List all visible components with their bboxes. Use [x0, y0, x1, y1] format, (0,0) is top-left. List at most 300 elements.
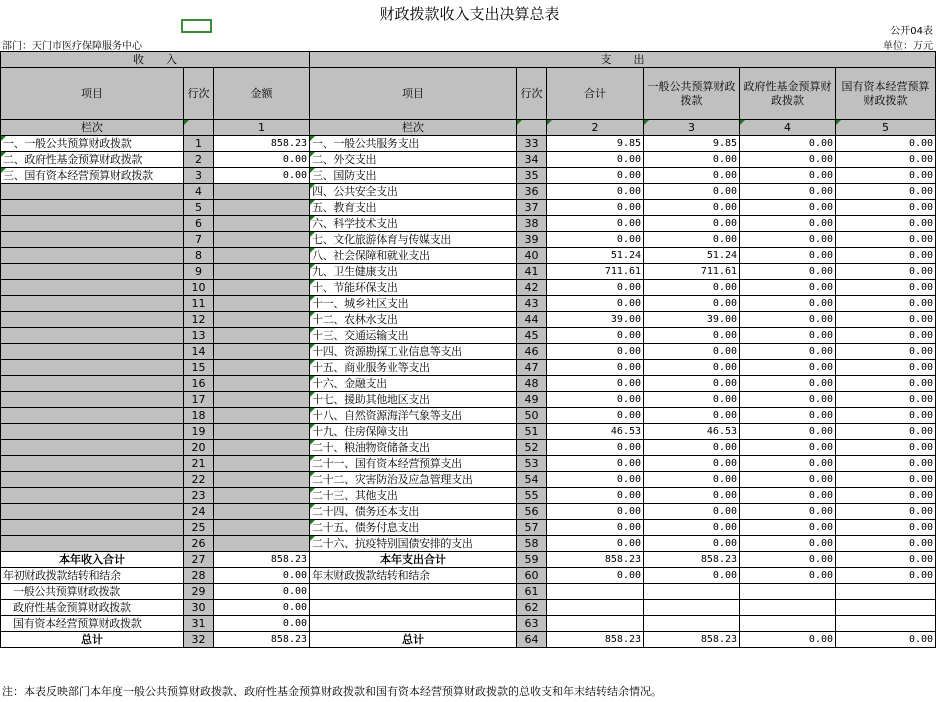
- income-item[interactable]: [1, 184, 184, 200]
- expense-gov-fund[interactable]: [740, 584, 836, 600]
- expense-general[interactable]: 51.24: [644, 248, 740, 264]
- expense-total[interactable]: 0.00: [547, 344, 644, 360]
- expense-row-no[interactable]: 53: [517, 456, 547, 472]
- income-item[interactable]: [1, 472, 184, 488]
- income-row-no[interactable]: 4: [184, 184, 214, 200]
- expense-soe[interactable]: 0.00: [836, 328, 936, 344]
- expense-soe[interactable]: 0.00: [836, 216, 936, 232]
- expense-soe[interactable]: [836, 616, 936, 632]
- income-amount[interactable]: 0.00: [214, 152, 310, 168]
- expense-total[interactable]: 0.00: [547, 232, 644, 248]
- expense-soe[interactable]: 0.00: [836, 248, 936, 264]
- expense-row-no[interactable]: 64: [517, 632, 547, 648]
- expense-item[interactable]: 二十一、国有资本经营预算支出: [310, 456, 517, 472]
- expense-total[interactable]: 0.00: [547, 360, 644, 376]
- income-amount[interactable]: [214, 408, 310, 424]
- expense-soe[interactable]: 0.00: [836, 344, 936, 360]
- income-item[interactable]: [1, 536, 184, 552]
- expense-total[interactable]: 9.85: [547, 136, 644, 152]
- expense-total[interactable]: 711.61: [547, 264, 644, 280]
- income-item[interactable]: [1, 440, 184, 456]
- expense-row-no[interactable]: 50: [517, 408, 547, 424]
- expense-row-no[interactable]: 38: [517, 216, 547, 232]
- expense-row-no[interactable]: 45: [517, 328, 547, 344]
- expense-general[interactable]: 0.00: [644, 216, 740, 232]
- expense-soe[interactable]: 0.00: [836, 296, 936, 312]
- income-item[interactable]: [1, 520, 184, 536]
- income-row-no[interactable]: 22: [184, 472, 214, 488]
- income-row-no[interactable]: 9: [184, 264, 214, 280]
- income-row-no[interactable]: 20: [184, 440, 214, 456]
- income-amount[interactable]: [214, 392, 310, 408]
- income-amount[interactable]: [214, 200, 310, 216]
- expense-gov-fund[interactable]: 0.00: [740, 392, 836, 408]
- expense-general[interactable]: 0.00: [644, 328, 740, 344]
- expense-general[interactable]: 0.00: [644, 568, 740, 584]
- expense-total[interactable]: 0.00: [547, 280, 644, 296]
- income-row-no[interactable]: 15: [184, 360, 214, 376]
- expense-gov-fund[interactable]: 0.00: [740, 360, 836, 376]
- income-item[interactable]: 三、国有资本经营预算财政拨款: [1, 168, 184, 184]
- expense-gov-fund[interactable]: 0.00: [740, 216, 836, 232]
- table-row: [1, 344, 936, 360]
- expense-total[interactable]: 46.53: [547, 424, 644, 440]
- income-item[interactable]: [1, 312, 184, 328]
- income-amount[interactable]: [214, 280, 310, 296]
- expense-total[interactable]: 0.00: [547, 376, 644, 392]
- expense-general[interactable]: 0.00: [644, 152, 740, 168]
- income-item[interactable]: [1, 376, 184, 392]
- col-label: 栏次: [1, 120, 184, 136]
- expense-row-no[interactable]: 39: [517, 232, 547, 248]
- expense-row-no[interactable]: 56: [517, 504, 547, 520]
- expense-row-no[interactable]: 51: [517, 424, 547, 440]
- income-item[interactable]: [1, 424, 184, 440]
- income-row-no[interactable]: 3: [184, 168, 214, 184]
- expense-item[interactable]: 二十四、债务还本支出: [310, 504, 517, 520]
- expense-total[interactable]: 0.00: [547, 408, 644, 424]
- income-amount[interactable]: [214, 440, 310, 456]
- expense-total[interactable]: 39.00: [547, 312, 644, 328]
- income-row-no[interactable]: 5: [184, 200, 214, 216]
- expense-gov-fund[interactable]: 0.00: [740, 200, 836, 216]
- expense-total[interactable]: 0.00: [547, 456, 644, 472]
- expense-row-no[interactable]: 63: [517, 616, 547, 632]
- expense-soe[interactable]: 0.00: [836, 632, 936, 648]
- expense-soe[interactable]: 0.00: [836, 360, 936, 376]
- income-row-no[interactable]: 14: [184, 344, 214, 360]
- income-row-no[interactable]: 17: [184, 392, 214, 408]
- expense-total[interactable]: 0.00: [547, 472, 644, 488]
- income-row-no[interactable]: 7: [184, 232, 214, 248]
- expense-item[interactable]: 二十三、其他支出: [310, 488, 517, 504]
- expense-soe[interactable]: 0.00: [836, 536, 936, 552]
- income-item[interactable]: 一、一般公共预算财政拨款: [1, 136, 184, 152]
- expense-general[interactable]: 0.00: [644, 504, 740, 520]
- expense-item[interactable]: 九、卫生健康支出: [310, 264, 517, 280]
- expense-general[interactable]: 0.00: [644, 456, 740, 472]
- expense-total[interactable]: 0.00: [547, 536, 644, 552]
- expense-general[interactable]: 0.00: [644, 360, 740, 376]
- income-amount[interactable]: [214, 264, 310, 280]
- income-item[interactable]: [1, 488, 184, 504]
- expense-general[interactable]: 858.23: [644, 552, 740, 568]
- income-item[interactable]: 年初财政拨款结转和结余: [1, 568, 184, 584]
- expense-general[interactable]: 0.00: [644, 488, 740, 504]
- income-row-no[interactable]: 12: [184, 312, 214, 328]
- expense-gov-fund[interactable]: 0.00: [740, 280, 836, 296]
- income-item[interactable]: [1, 456, 184, 472]
- income-amount[interactable]: [214, 360, 310, 376]
- income-amount[interactable]: 0.00: [214, 584, 310, 600]
- expense-general[interactable]: 0.00: [644, 184, 740, 200]
- expense-gov-fund[interactable]: 0.00: [740, 136, 836, 152]
- expense-general[interactable]: 0.00: [644, 408, 740, 424]
- expense-soe[interactable]: 0.00: [836, 200, 936, 216]
- expense-general[interactable]: 0.00: [644, 376, 740, 392]
- expense-general[interactable]: 39.00: [644, 312, 740, 328]
- expense-gov-fund[interactable]: 0.00: [740, 232, 836, 248]
- expense-row-no[interactable]: 58: [517, 536, 547, 552]
- expense-general[interactable]: 0.00: [644, 392, 740, 408]
- expense-soe[interactable]: 0.00: [836, 488, 936, 504]
- summary-row: [1, 632, 936, 648]
- income-item[interactable]: 总计: [1, 632, 184, 648]
- expense-soe[interactable]: 0.00: [836, 520, 936, 536]
- income-item[interactable]: 国有资本经营预算财政拨款: [1, 616, 184, 632]
- expense-total[interactable]: [547, 584, 644, 600]
- expense-row-no[interactable]: 40: [517, 248, 547, 264]
- expense-item[interactable]: 二十五、债务付息支出: [310, 520, 517, 536]
- expense-gov-fund[interactable]: 0.00: [740, 376, 836, 392]
- income-amount[interactable]: [214, 488, 310, 504]
- expense-item[interactable]: 八、社会保障和就业支出: [310, 248, 517, 264]
- expense-general[interactable]: 0.00: [644, 536, 740, 552]
- expense-item[interactable]: 二、外交支出: [310, 152, 517, 168]
- expense-general[interactable]: 0.00: [644, 280, 740, 296]
- expense-item[interactable]: 十五、商业服务业等支出: [310, 360, 517, 376]
- expense-row-no[interactable]: 46: [517, 344, 547, 360]
- income-amount[interactable]: [214, 344, 310, 360]
- income-item[interactable]: 二、政府性基金预算财政拨款: [1, 152, 184, 168]
- expense-gov-fund[interactable]: 0.00: [740, 520, 836, 536]
- expense-row-no[interactable]: 59: [517, 552, 547, 568]
- expense-soe[interactable]: 0.00: [836, 424, 936, 440]
- expense-row-no[interactable]: 35: [517, 168, 547, 184]
- income-row-no[interactable]: 24: [184, 504, 214, 520]
- expense-row-no[interactable]: 34: [517, 152, 547, 168]
- income-amount[interactable]: [214, 376, 310, 392]
- expense-soe[interactable]: 0.00: [836, 440, 936, 456]
- income-item[interactable]: [1, 328, 184, 344]
- income-item[interactable]: 本年收入合计: [1, 552, 184, 568]
- expense-soe[interactable]: 0.00: [836, 168, 936, 184]
- expense-soe[interactable]: 0.00: [836, 568, 936, 584]
- expense-total[interactable]: 0.00: [547, 520, 644, 536]
- income-amount[interactable]: [214, 520, 310, 536]
- income-item[interactable]: [1, 360, 184, 376]
- income-row-no[interactable]: 31: [184, 616, 214, 632]
- summary-row: [1, 584, 936, 600]
- expense-soe[interactable]: 0.00: [836, 152, 936, 168]
- expense-gov-fund[interactable]: 0.00: [740, 296, 836, 312]
- expense-item[interactable]: 年末财政拨款结转和结余: [310, 568, 517, 584]
- income-row-no[interactable]: 6: [184, 216, 214, 232]
- expense-item[interactable]: [310, 616, 517, 632]
- income-amount[interactable]: [214, 296, 310, 312]
- expense-gov-fund[interactable]: 0.00: [740, 488, 836, 504]
- expense-general[interactable]: [644, 600, 740, 616]
- expense-gov-fund[interactable]: 0.00: [740, 504, 836, 520]
- expense-total[interactable]: [547, 600, 644, 616]
- income-amount[interactable]: 858.23: [214, 136, 310, 152]
- table-row: [1, 488, 936, 504]
- expense-soe[interactable]: 0.00: [836, 136, 936, 152]
- expense-gov-fund[interactable]: [740, 616, 836, 632]
- income-row-no[interactable]: 26: [184, 536, 214, 552]
- expense-item[interactable]: 十三、交通运输支出: [310, 328, 517, 344]
- expense-total[interactable]: 0.00: [547, 440, 644, 456]
- expense-row-no[interactable]: 36: [517, 184, 547, 200]
- selected-cell[interactable]: [181, 19, 212, 33]
- col-number: 1: [214, 120, 310, 136]
- income-amount[interactable]: [214, 536, 310, 552]
- expense-item[interactable]: 四、公共安全支出: [310, 184, 517, 200]
- expense-total[interactable]: 858.23: [547, 632, 644, 648]
- expense-gov-fund[interactable]: 0.00: [740, 568, 836, 584]
- expense-item[interactable]: [310, 600, 517, 616]
- income-item[interactable]: [1, 200, 184, 216]
- income-row-no[interactable]: 28: [184, 568, 214, 584]
- expense-general[interactable]: 0.00: [644, 168, 740, 184]
- expense-total[interactable]: 0.00: [547, 216, 644, 232]
- income-row-no[interactable]: 23: [184, 488, 214, 504]
- expense-gov-fund[interactable]: 0.00: [740, 472, 836, 488]
- expense-general[interactable]: 0.00: [644, 200, 740, 216]
- expense-total[interactable]: 0.00: [547, 200, 644, 216]
- expense-row-no[interactable]: 48: [517, 376, 547, 392]
- income-amount[interactable]: [214, 232, 310, 248]
- income-item[interactable]: [1, 232, 184, 248]
- expense-gov-fund[interactable]: 0.00: [740, 184, 836, 200]
- expense-row-no[interactable]: 61: [517, 584, 547, 600]
- income-row-no[interactable]: 27: [184, 552, 214, 568]
- expense-row-no[interactable]: 41: [517, 264, 547, 280]
- income-amount[interactable]: 858.23: [214, 632, 310, 648]
- income-item[interactable]: [1, 216, 184, 232]
- expense-item[interactable]: 十七、援助其他地区支出: [310, 392, 517, 408]
- income-amount[interactable]: [214, 424, 310, 440]
- expense-general[interactable]: 0.00: [644, 344, 740, 360]
- expense-total[interactable]: 0.00: [547, 488, 644, 504]
- expense-gov-fund[interactable]: 0.00: [740, 328, 836, 344]
- expense-general[interactable]: 0.00: [644, 296, 740, 312]
- expense-gov-fund[interactable]: 0.00: [740, 408, 836, 424]
- expense-total[interactable]: 0.00: [547, 184, 644, 200]
- income-amount[interactable]: [214, 248, 310, 264]
- income-item[interactable]: [1, 248, 184, 264]
- expense-soe[interactable]: 0.00: [836, 472, 936, 488]
- expense-gov-fund[interactable]: 0.00: [740, 248, 836, 264]
- expense-row-no[interactable]: 54: [517, 472, 547, 488]
- expense-item[interactable]: 十九、住房保障支出: [310, 424, 517, 440]
- expense-total[interactable]: 0.00: [547, 168, 644, 184]
- expense-general[interactable]: 46.53: [644, 424, 740, 440]
- income-item[interactable]: 政府性基金预算财政拨款: [1, 600, 184, 616]
- expense-general[interactable]: 0.00: [644, 440, 740, 456]
- income-item[interactable]: [1, 392, 184, 408]
- expense-item[interactable]: 二十、粮油物资储备支出: [310, 440, 517, 456]
- expense-row-no[interactable]: 60: [517, 568, 547, 584]
- expense-row-no[interactable]: 57: [517, 520, 547, 536]
- expense-row-no[interactable]: 55: [517, 488, 547, 504]
- expense-soe[interactable]: 0.00: [836, 504, 936, 520]
- income-amount[interactable]: [214, 456, 310, 472]
- expense-total[interactable]: 0.00: [547, 328, 644, 344]
- expense-soe[interactable]: 0.00: [836, 184, 936, 200]
- expense-total[interactable]: [547, 616, 644, 632]
- income-row-no[interactable]: 29: [184, 584, 214, 600]
- expense-gov-fund[interactable]: 0.00: [740, 344, 836, 360]
- expense-total[interactable]: 51.24: [547, 248, 644, 264]
- expense-item[interactable]: 一、一般公共服务支出: [310, 136, 517, 152]
- income-row-no[interactable]: 11: [184, 296, 214, 312]
- income-amount[interactable]: 0.00: [214, 600, 310, 616]
- expense-gov-fund[interactable]: [740, 600, 836, 616]
- income-row-no[interactable]: 8: [184, 248, 214, 264]
- income-row-no[interactable]: 21: [184, 456, 214, 472]
- expense-general[interactable]: 9.85: [644, 136, 740, 152]
- expense-soe[interactable]: 0.00: [836, 232, 936, 248]
- income-row-no[interactable]: 30: [184, 600, 214, 616]
- income-item[interactable]: [1, 504, 184, 520]
- expense-general[interactable]: 858.23: [644, 632, 740, 648]
- income-amount[interactable]: [214, 216, 310, 232]
- expense-gov-fund[interactable]: 0.00: [740, 152, 836, 168]
- expense-soe[interactable]: 0.00: [836, 312, 936, 328]
- expense-item[interactable]: 五、教育支出: [310, 200, 517, 216]
- expense-row-no[interactable]: 42: [517, 280, 547, 296]
- income-row-no[interactable]: 2: [184, 152, 214, 168]
- expense-row-no[interactable]: 52: [517, 440, 547, 456]
- expense-soe[interactable]: 0.00: [836, 280, 936, 296]
- income-amount[interactable]: [214, 184, 310, 200]
- expense-gov-fund[interactable]: 0.00: [740, 312, 836, 328]
- expense-row-no[interactable]: 44: [517, 312, 547, 328]
- expense-item[interactable]: 三、国防支出: [310, 168, 517, 184]
- expense-soe[interactable]: 0.00: [836, 456, 936, 472]
- income-row-no[interactable]: 25: [184, 520, 214, 536]
- expense-soe[interactable]: 0.00: [836, 408, 936, 424]
- expense-item[interactable]: 二十二、灾害防治及应急管理支出: [310, 472, 517, 488]
- expense-soe[interactable]: 0.00: [836, 264, 936, 280]
- expense-soe[interactable]: [836, 584, 936, 600]
- income-row-no[interactable]: 18: [184, 408, 214, 424]
- expense-gov-fund[interactable]: 0.00: [740, 632, 836, 648]
- expense-total[interactable]: 0.00: [547, 152, 644, 168]
- expense-soe[interactable]: 0.00: [836, 552, 936, 568]
- income-row-no[interactable]: 10: [184, 280, 214, 296]
- expense-item[interactable]: 十一、城乡社区支出: [310, 296, 517, 312]
- expense-item[interactable]: 七、文化旅游体育与传媒支出: [310, 232, 517, 248]
- income-row-no[interactable]: 19: [184, 424, 214, 440]
- income-amount[interactable]: 0.00: [214, 168, 310, 184]
- expense-row-no[interactable]: 43: [517, 296, 547, 312]
- table-row: [1, 184, 936, 200]
- table-row: [1, 264, 936, 280]
- expense-gov-fund[interactable]: 0.00: [740, 552, 836, 568]
- expense-row-no[interactable]: 47: [517, 360, 547, 376]
- expense-item[interactable]: 十八、自然资源海洋气象等支出: [310, 408, 517, 424]
- income-row-no[interactable]: 13: [184, 328, 214, 344]
- expense-item[interactable]: 十六、金融支出: [310, 376, 517, 392]
- expense-gov-fund[interactable]: 0.00: [740, 456, 836, 472]
- expense-soe[interactable]: [836, 600, 936, 616]
- income-amount[interactable]: 858.23: [214, 552, 310, 568]
- expense-soe[interactable]: 0.00: [836, 392, 936, 408]
- income-row-no[interactable]: 1: [184, 136, 214, 152]
- expense-gov-fund[interactable]: 0.00: [740, 424, 836, 440]
- expense-general[interactable]: [644, 584, 740, 600]
- expense-general[interactable]: 0.00: [644, 472, 740, 488]
- income-amount[interactable]: 0.00: [214, 568, 310, 584]
- col-number: 2: [547, 120, 644, 136]
- income-row-no[interactable]: 16: [184, 376, 214, 392]
- expense-general[interactable]: 0.00: [644, 520, 740, 536]
- income-amount[interactable]: [214, 312, 310, 328]
- expense-general[interactable]: 0.00: [644, 232, 740, 248]
- expense-row-no[interactable]: 62: [517, 600, 547, 616]
- expense-row-no[interactable]: 37: [517, 200, 547, 216]
- income-row-no[interactable]: 32: [184, 632, 214, 648]
- expense-soe[interactable]: 0.00: [836, 376, 936, 392]
- expense-item[interactable]: 十二、农林水支出: [310, 312, 517, 328]
- income-amount[interactable]: 0.00: [214, 616, 310, 632]
- expense-total[interactable]: 0.00: [547, 568, 644, 584]
- expense-item[interactable]: [310, 584, 517, 600]
- income-item[interactable]: [1, 280, 184, 296]
- expense-total[interactable]: 0.00: [547, 504, 644, 520]
- expense-row-no[interactable]: 49: [517, 392, 547, 408]
- expense-row-no[interactable]: 33: [517, 136, 547, 152]
- income-item[interactable]: [1, 296, 184, 312]
- expense-item[interactable]: 六、科学技术支出: [310, 216, 517, 232]
- expense-item[interactable]: 二十六、抗疫特别国债安排的支出: [310, 536, 517, 552]
- income-item[interactable]: [1, 264, 184, 280]
- expense-item[interactable]: 本年支出合计: [310, 552, 517, 568]
- expense-item[interactable]: 十四、资源勘探工业信息等支出: [310, 344, 517, 360]
- expense-total[interactable]: 0.00: [547, 296, 644, 312]
- expense-gov-fund[interactable]: 0.00: [740, 440, 836, 456]
- expense-gov-fund[interactable]: 0.00: [740, 536, 836, 552]
- income-item[interactable]: [1, 408, 184, 424]
- expense-total[interactable]: 0.00: [547, 392, 644, 408]
- income-item[interactable]: [1, 344, 184, 360]
- expense-general[interactable]: 711.61: [644, 264, 740, 280]
- report-title: 财政拨款收入支出决算总表: [379, 5, 560, 23]
- expense-gov-fund[interactable]: 0.00: [740, 168, 836, 184]
- income-item[interactable]: 一般公共预算财政拨款: [1, 584, 184, 600]
- summary-row: [1, 568, 936, 584]
- income-amount[interactable]: [214, 472, 310, 488]
- expense-general[interactable]: [644, 616, 740, 632]
- expense-total[interactable]: 858.23: [547, 552, 644, 568]
- income-amount[interactable]: [214, 328, 310, 344]
- expense-item[interactable]: 十、节能环保支出: [310, 280, 517, 296]
- expense-item[interactable]: 总计: [310, 632, 517, 648]
- income-amount[interactable]: [214, 504, 310, 520]
- expense-gov-fund[interactable]: 0.00: [740, 264, 836, 280]
